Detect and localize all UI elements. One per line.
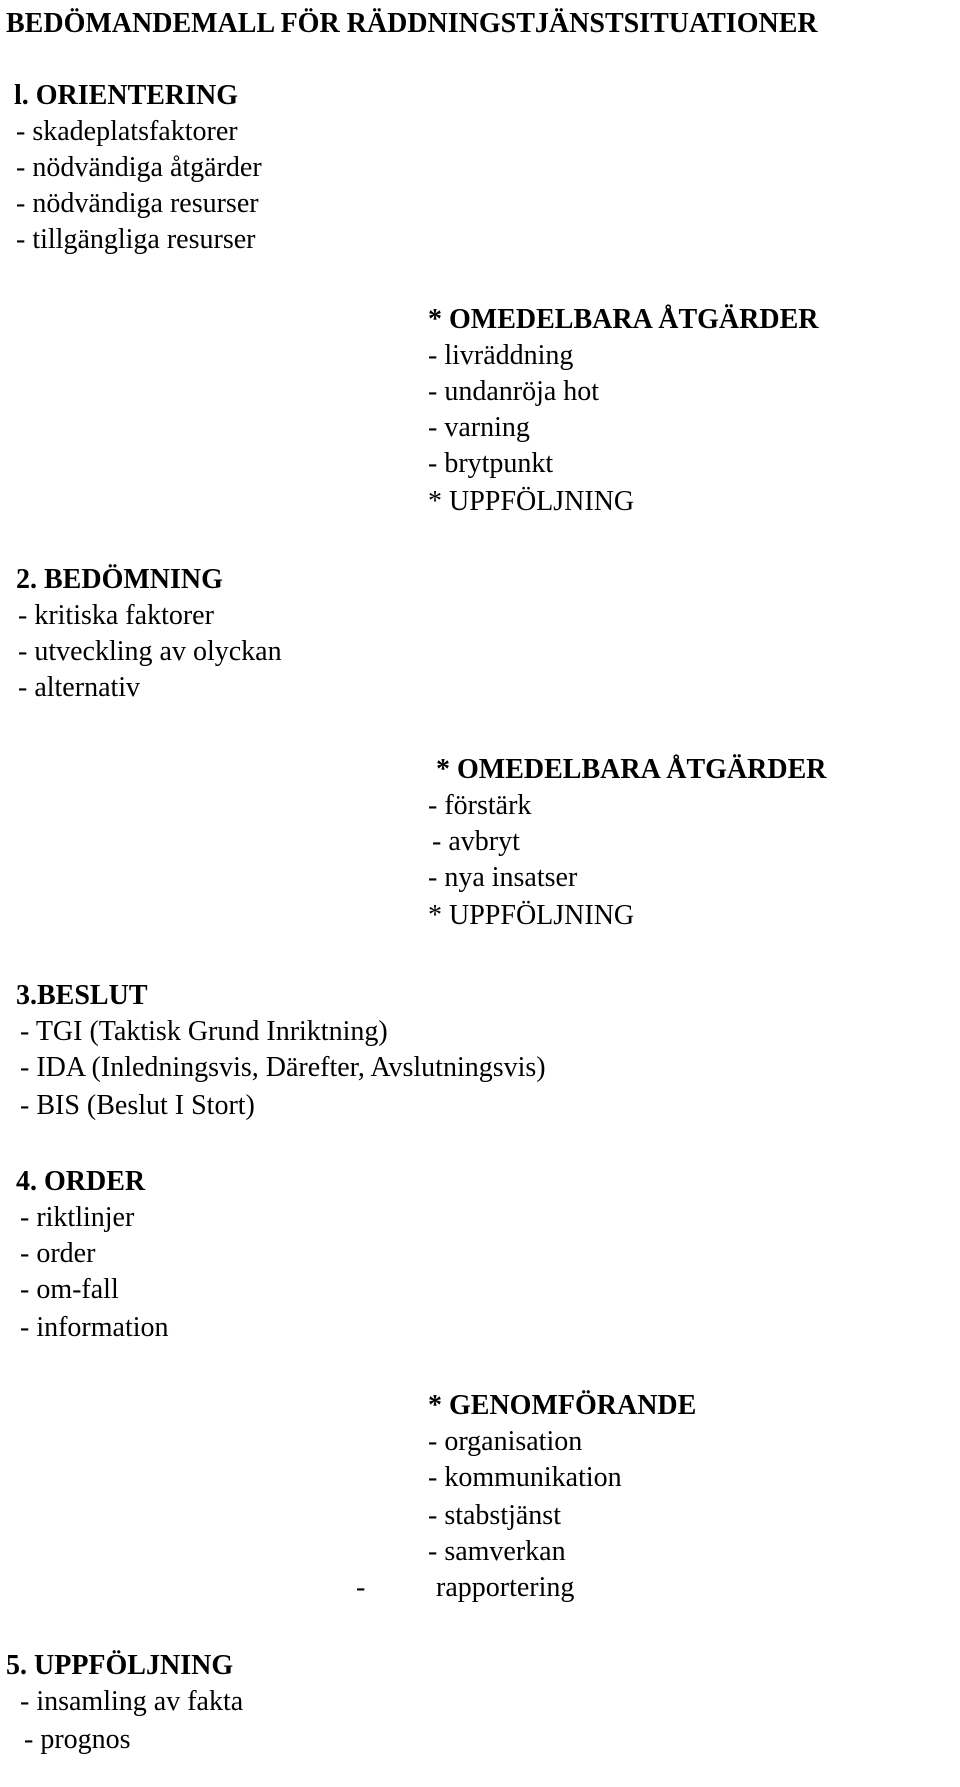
section-heading: 3.BESLUT — [16, 980, 148, 1011]
list-item: - prognos — [24, 1724, 131, 1755]
list-item: - organisation — [428, 1426, 583, 1457]
list-item: - avbryt — [432, 826, 520, 857]
document-title: BEDÖMANDEMALL FÖR RÄDDNINGSTJÄNSTSITUATIONER — [6, 8, 818, 39]
list-item: - information — [20, 1312, 169, 1343]
list-item: - stabstjänst — [428, 1500, 561, 1531]
list-item: - BIS (Beslut I Stort) — [20, 1090, 255, 1121]
list-item: - brytpunkt — [428, 448, 554, 479]
section-heading: 2. BEDÖMNING — [16, 564, 223, 595]
list-item: - varning — [428, 412, 530, 443]
list-item: - order — [20, 1238, 96, 1269]
section-heading: 5. UPPFÖLJNING — [6, 1650, 234, 1681]
list-item: - riktlinjer — [20, 1202, 135, 1233]
section-heading: l. ORIENTERING — [14, 80, 239, 111]
block-footer: * UPPFÖLJNING — [428, 486, 635, 517]
list-item: - utveckling av olyckan — [18, 636, 282, 667]
list-item: - nya insatser — [428, 862, 578, 893]
block-heading: * OMEDELBARA ÅTGÄRDER — [436, 754, 827, 785]
list-item: - samverkan — [428, 1536, 566, 1567]
list-item: - livräddning — [428, 340, 574, 371]
block-heading: * GENOMFÖRANDE — [428, 1390, 697, 1421]
list-item: - undanröja hot — [428, 376, 600, 407]
list-item: - om-fall — [20, 1274, 119, 1305]
list-item: - kritiska faktorer — [18, 600, 214, 631]
block-heading: * OMEDELBARA ÅTGÄRDER — [428, 304, 819, 335]
list-item: - nödvändiga åtgärder — [16, 152, 262, 183]
list-item: - skadeplatsfaktorer — [16, 116, 238, 147]
list-item: - nödvändiga resurser — [16, 188, 259, 219]
block-footer: * UPPFÖLJNING — [428, 900, 635, 931]
section-heading: 4. ORDER — [16, 1166, 146, 1197]
list-dash: - — [356, 1572, 366, 1603]
list-item: - kommunikation — [428, 1462, 622, 1493]
list-item: - förstärk — [428, 790, 532, 821]
list-item: - alternativ — [18, 672, 141, 703]
list-item: - TGI (Taktisk Grund Inriktning) — [20, 1016, 388, 1047]
list-item: - insamling av fakta — [20, 1686, 244, 1717]
list-item: - tillgängliga resurser — [16, 224, 256, 255]
list-item: - IDA (Inledningsvis, Därefter, Avslutningsvis) — [20, 1052, 546, 1083]
list-item: rapportering — [436, 1572, 575, 1603]
